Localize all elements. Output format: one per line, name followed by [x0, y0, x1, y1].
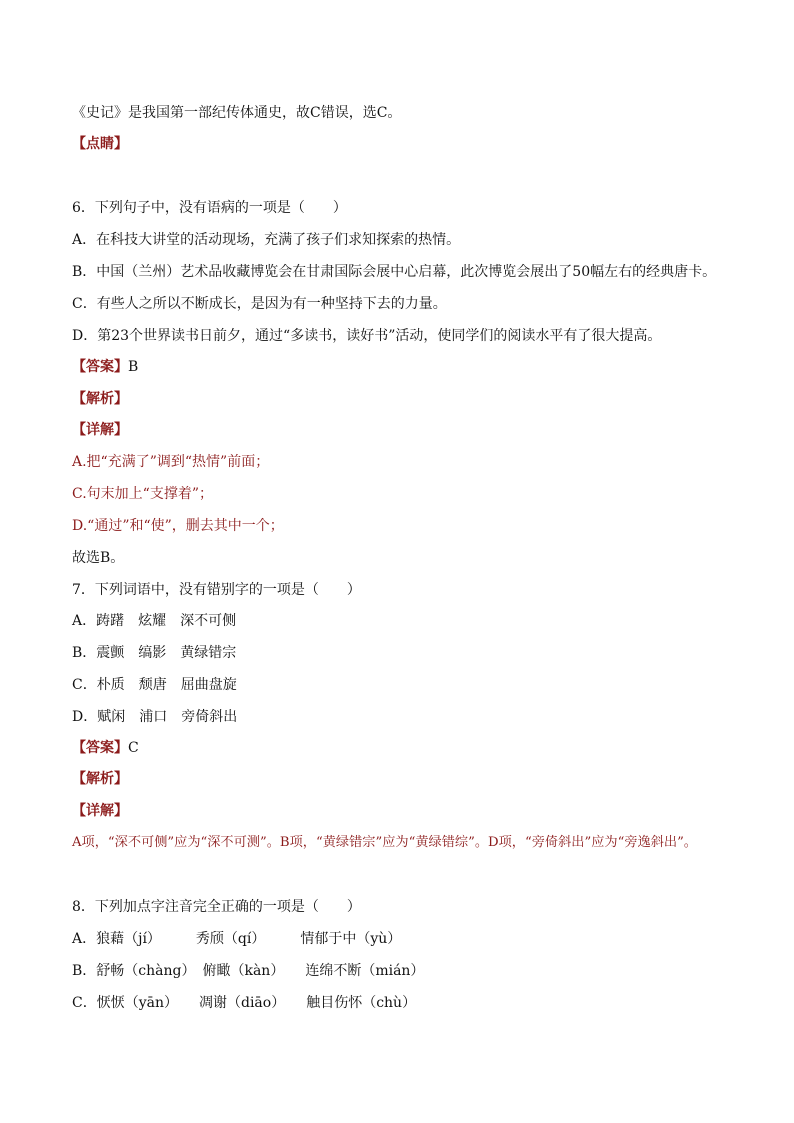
- q6-option-b: B．中国（兰州）艺术品收藏博览会在甘肃国际会展中心启幕，此次博览会展出了50幅左右的经典唐卡。: [72, 264, 717, 280]
- q6-detail-d: D.“通过”和“使”，删去其中一个；: [72, 518, 284, 534]
- q7-detail-tag: 【详解】: [72, 803, 128, 819]
- q6-stem: 6．下列句子中，没有语病的一项是（ ）: [72, 200, 347, 216]
- q6-option-c: C．有些人之所以不断成长，是因为有一种坚持下去的力量。: [72, 296, 447, 312]
- q7-answer-tag: 【答案】: [72, 740, 128, 756]
- intro-text: 《史记》是我国第一部纪传体通史，故C错误，选C。: [72, 105, 402, 121]
- q6-option-d: D．第23个世界读书日前夕，通过“多读书，读好书”活动，使同学们的阅读水平有了很大提高。: [72, 328, 662, 344]
- dianjing-tag: 【点睛】: [72, 136, 128, 152]
- q7-detail: A项，“深不可侧”应为“深不可测”。B项，“黄绿错宗”应为“黄绿错综”。D项，“旁倚斜出”应为“旁逸斜出”。: [72, 835, 697, 850]
- q6-detail-a: A.把“充满了”调到“热情”前面；: [72, 454, 270, 470]
- q8-option-c: C．恹恹（yān） 凋谢（diāo） 触目伤怀（chù）: [72, 995, 417, 1011]
- q6-detail-tag: 【详解】: [72, 422, 128, 438]
- q6-conclusion: 故选B。: [72, 550, 125, 566]
- q7-option-c: C．朴质 颓唐 屈曲盘旋: [72, 677, 237, 693]
- q7-option-d: D．赋闲 浦口 旁倚斜出: [72, 709, 238, 725]
- q6-detail-c: C.句末加上“支撑着”；: [72, 486, 213, 502]
- q8-stem: 8．下列加点字注音完全正确的一项是（ ）: [72, 899, 361, 915]
- q7-answer: C: [128, 740, 139, 756]
- q7-stem: 7．下列词语中，没有错别字的一项是（ ）: [72, 582, 361, 598]
- q8-option-b: B．舒畅（chàng） 俯瞰（kàn） 连绵不断（mián）: [72, 963, 425, 979]
- q6-option-a: A．在科技大讲堂的活动现场，充满了孩子们求知探索的热情。: [72, 232, 461, 248]
- q6-answer: B: [128, 359, 139, 375]
- q7-option-a: A．踌躇 炫耀 深不可侧: [72, 613, 237, 629]
- q7-option-b: B．震颤 缟影 黄绿错宗: [72, 645, 237, 661]
- q6-answer-tag: 【答案】: [72, 359, 128, 375]
- q6-answer-line: [72, 358, 138, 376]
- q6-analysis-tag: 【解析】: [72, 391, 128, 407]
- q7-analysis-tag: 【解析】: [72, 771, 128, 787]
- q8-option-a: A．狼藉（jí） 秀颀（qí） 情郁于中（yù）: [72, 931, 402, 947]
- q7-answer-line: [72, 739, 139, 757]
